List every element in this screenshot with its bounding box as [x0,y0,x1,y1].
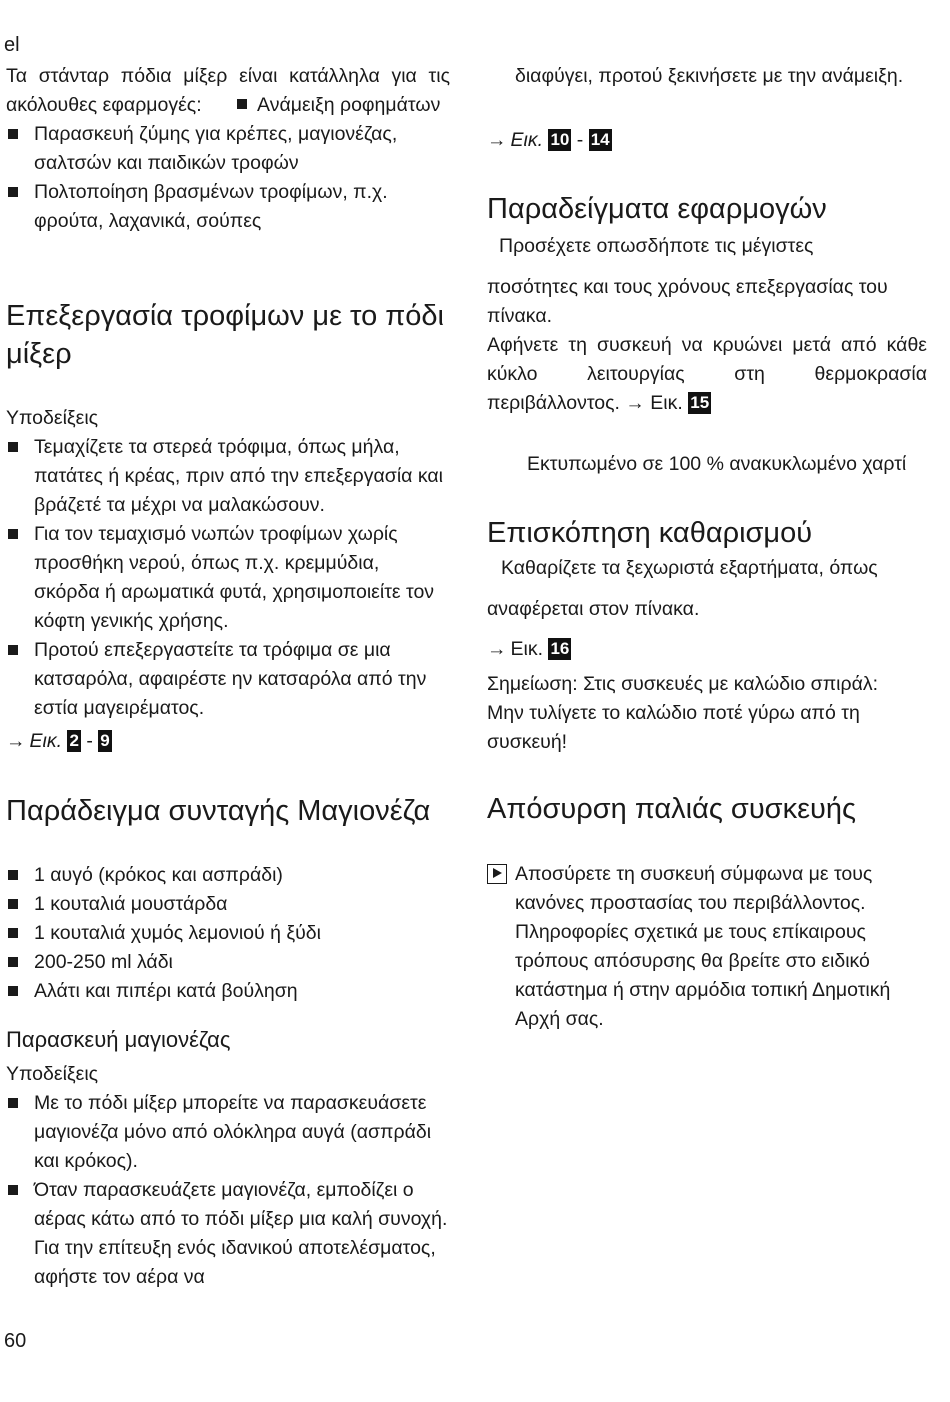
list-item: 1 κουταλιά χυμός λεμονιού ή ξύδι [6,919,450,948]
paragraph: ποσότητες και τους χρόνους επεξεργασίας του πίνακα. [487,276,888,327]
list-item: Τεμαχίζετε τα στερεά τρόφιμα, όπως μήλα, πατάτες ή κρέας, πριν από την επεξεργασία και βράζετέ τα μέχρι να μαλακώσουν. [6,433,450,520]
list-item: Προτού επεξεργαστείτε τα τρόφιμα σε μια κατσαρόλα, αφαιρέστε ην κατσαρόλα από την εστία μαγειρέματος. [6,636,450,723]
section-heading: Παράδειγμα συνταγής Μαγιονέζα [6,795,431,827]
hints-list [6,1089,450,1292]
subsection-heading: Παρασκευή μαγιονέζας [6,1027,231,1052]
cleaning-section [487,514,927,757]
note-paragraph: Σημείωση: Στις συσκευές με καλώδιο σπιράλ: Μην τυλίγετε το καλώδιο ποτέ γύρω από τη συσκευή! [487,673,879,753]
figure-reference: → Εικ. 16 [487,638,570,660]
language-code: el [4,34,20,56]
list-item: Με το πόδι μίξερ μπορείτε να παρασκευάσετε μαγιονέζα μόνο από ολόκληρα αυγά (ασπράδι και κρόκος). [6,1089,450,1176]
figure-number-badge: 10 [550,130,570,149]
disposal-section [487,790,927,828]
square-bullet-icon [8,645,18,655]
figure-number-badge: 9 [100,731,110,750]
paragraph: αναφέρεται στον πίνακα. [487,598,700,620]
list-item: Για τον τεμαχισμό νωπών τροφίμων χωρίς προσθήκη νερού, όπως π.χ. κρεμμύδια, σκόρδα ή αρωματικά φυτά, χρησιμοποιείτε τον κόφτη γενικής χρήσης. [6,520,450,636]
list-item: Παρασκευή ζύμης για κρέπες, μαγιονέζας, σαλτσών και παιδικών τροφών [6,120,450,178]
square-bullet-icon [8,899,18,909]
arrow-right-icon: → [487,129,507,151]
ingredients-list [6,861,450,1006]
arrow-right-icon: → [487,638,507,660]
list-item: 1 κουταλιά μουστάρδα [6,890,450,919]
square-bullet-icon [8,529,18,539]
hints-label: Υποδείξεις [6,1063,99,1085]
figure-reference: → Εικ. 2 - 9 [6,730,110,752]
processing-section [6,297,450,373]
ingredients-block [6,861,450,1006]
square-bullet-icon [8,187,18,197]
processing-hints [6,404,450,756]
examples-section [487,190,927,418]
page-number: 60 [4,1330,27,1352]
section-heading: Επισκόπηση καθαρισμού [487,517,813,549]
section-heading: Επεξεργασία τροφίμων με το πόδι μίξερ [6,300,445,370]
continuation-text: διαφύγει, προτού ξεκινήσετε με την ανάμειξη. [515,65,904,87]
square-bullet-icon [237,99,247,109]
intro-text: Τα στάνταρ πόδια μίξερ είναι κατάλληλα για τις ακόλουθες εφαρμογές: [6,65,450,116]
paragraph: Προσέχετε οπωσδήποτε τις μέγιστες [499,235,814,257]
section-heading: Παραδείγματα εφαρμογών [487,193,827,225]
list-item: 1 αυγό (κρόκος και ασπράδι) [6,861,450,890]
figure-number-badge: 16 [550,639,570,658]
arrow-right-icon: → [6,730,26,752]
intro-paragraph [6,62,450,120]
figure-number-badge: 14 [590,130,610,149]
arrow-right-icon: → [625,392,645,414]
prep-block [6,1025,450,1292]
square-bullet-icon [8,957,18,967]
intro-first-item: Ανάμειξη ροφημάτων [257,94,441,116]
square-bullet-icon [8,928,18,938]
square-bullet-icon [8,986,18,996]
list-item: 200-250 ml λάδι [6,948,450,977]
hints-list [6,433,450,723]
hints-label: Υποδείξεις [6,407,99,429]
play-arrow-icon [487,864,507,884]
recycled-paper-note: Εκτυπωμένο σε 100 % ανακυκλωμένο χαρτί [527,453,907,475]
recipe-section [6,792,450,830]
square-bullet-icon [8,442,18,452]
list-item: Πολτοποίηση βρασμένων τροφίμων, π.χ. φρούτα, λαχανικά, σούπες [6,178,450,236]
list-item: Όταν παρασκευάζετε μαγιονέζα, εμποδίζει ο αέρας κάτω από το πόδι μίξερ μια καλή συνοχή. Για την επίτευξη ενός ιδανικού αποτελέσματος, αφήστε τον αέρα να [6,1176,450,1292]
disposal-instruction: Αποσύρετε τη συσκευή σύμφωνα με τους κανόνες προστασίας του περιβάλλοντος. Πληροφορίες σχετικά με τους επίκαιρους τρόπους απόσυρσης θα βρείτε στο ειδικό κατάστημα ή στην αρμόδια τοπική Δημοτική Αρχή σας. [487,860,935,1034]
figure-reference: → Εικ. 10 - 14 [487,129,610,151]
square-bullet-icon [8,1185,18,1195]
paragraph: Καθαρίζετε τα ξεχωριστά εξαρτήματα, όπως [501,557,878,579]
section-heading: Απόσυρση παλιάς συσκευής [487,793,856,825]
list-item: Αλάτι και πιπέρι κατά βούληση [6,977,450,1006]
intro-list [6,120,450,236]
paragraph: Αφήνετε τη συσκευή να κρυώνει μετά από κάθε κύκλο λειτουργίας στη θερμοκρασία περιβάλλοντος. → Εικ. 15 [487,334,927,414]
square-bullet-icon [8,129,18,139]
square-bullet-icon [8,870,18,880]
square-bullet-icon [8,1098,18,1108]
intro-block [6,62,450,236]
figure-number-badge: 15 [690,393,710,412]
figure-number-badge: 2 [69,731,79,750]
